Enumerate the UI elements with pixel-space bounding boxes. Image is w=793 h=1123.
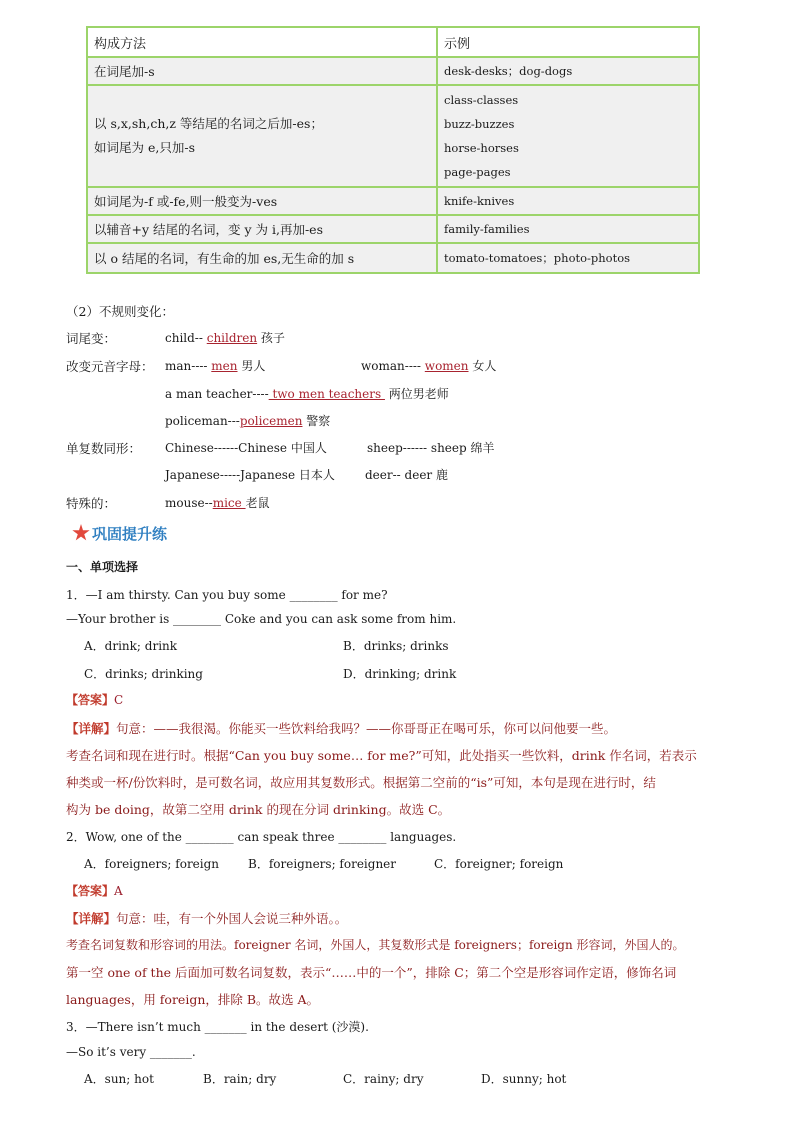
woman-example (361, 357, 496, 374)
sheep-example: sheep------ sheep 绵羊 (367, 441, 495, 455)
rule-example (437, 85, 699, 187)
mouse-pre: mouse-- (165, 496, 213, 510)
example-line: horse-horses (444, 141, 519, 155)
man-answer: men (211, 359, 238, 373)
q3-option-d: D．sunny; hot (481, 1072, 567, 1086)
q2-option-b: B．foreigners; foreigner (248, 857, 397, 871)
table-row (87, 187, 699, 215)
policeman-example (165, 412, 330, 429)
man-post: 男人 (237, 359, 266, 373)
star-icon (72, 524, 90, 542)
woman-pre: woman---- (361, 359, 425, 373)
deer-example: deer-- deer 鹿 (365, 468, 448, 482)
q2-option-c: C．foreigner; foreign (434, 857, 564, 871)
header-example: 示例 (437, 27, 699, 57)
q1-option-a: A．drink; drink (84, 639, 178, 653)
q1-option-b: B．drinks; drinks (343, 639, 449, 653)
q3-line2: —So it’s very _______. (66, 1045, 196, 1059)
plural-rules-table (86, 26, 700, 274)
mouse-post: 老鼠 (245, 496, 270, 510)
teacher-answer: two men teachers (268, 387, 385, 401)
meaning-text: 句意：——我很渴。你能买一些饮料给我吗？——你哥哥正在喝可乐，你可以问他要一些。 (116, 721, 617, 736)
rule-method: 在词尾加-s (87, 57, 437, 85)
special-label: 特殊的： (66, 496, 117, 511)
table-row (87, 243, 699, 273)
q2-explanation-2: 第一空 one of the 后面加可数名词复数，表示“……中的一个”，排除 C；第二个空是形容词作定语，修饰名词 (66, 965, 677, 980)
q1-meaning (66, 719, 616, 737)
vowel-label: 改变元音字母： (66, 359, 154, 374)
policeman-answer: policemen (239, 414, 303, 428)
policeman-pre: policeman--- (165, 414, 240, 428)
q2-meaning (66, 909, 347, 927)
rule-example: family-families (437, 215, 699, 243)
table-header-row (87, 27, 699, 57)
man-pre: man---- (165, 359, 212, 373)
child-post: 孩子 (257, 331, 285, 345)
teacher-example (165, 385, 449, 402)
woman-post: 女人 (468, 359, 497, 373)
q1-option-c: C．drinks; drinking (84, 667, 203, 681)
rule-method-line: 以 s,x,sh,ch,z 等结尾的名词之后加-es； (94, 116, 323, 131)
answer-tag: 【答案】 (66, 693, 115, 707)
teacher-pre: a man teacher---- (165, 387, 269, 401)
example-line: buzz-buzzes (444, 117, 515, 131)
q1-explanation-1: 考查名词和现在进行时。根据“Can you buy some… for me?”可知，此处指买一些饮料，drink 作名词，若表示 (66, 748, 697, 763)
q1-line2: —Your brother is ________ Coke and you can ask some from him. (66, 612, 457, 626)
rule-method (87, 85, 437, 187)
header-method: 构成方法 (87, 27, 437, 57)
policeman-post: 警察 (302, 414, 331, 428)
teacher-post: 两位男老师 (384, 387, 449, 401)
rule-example: tomato-tomatoes；photo-photos (437, 243, 699, 273)
q1-line1: 1．—I am thirsty. Can you buy some ________ for me? (66, 588, 388, 602)
rule-example: knife-knives (437, 187, 699, 215)
answer-tag: 【答案】 (66, 884, 115, 898)
same-form-label: 单复数同形： (66, 441, 142, 456)
woman-answer: women (424, 359, 469, 373)
rule-example: desk-desks；dog-dogs (437, 57, 699, 85)
q1-explanation-2: 种类或一杯/份饮料时，是可数名词，故应用其复数形式。根据第二空前的“is”可知，本句是现在进行时，结 (66, 775, 656, 790)
q2-answer (66, 882, 123, 899)
answer-value: C (114, 693, 124, 707)
section-title: 巩固提升练 (92, 524, 168, 543)
mouse-answer: mice (212, 496, 246, 510)
chinese-example: Chinese------Chinese 中国人 (165, 441, 327, 455)
section-badge (72, 522, 167, 544)
mouse-example (165, 494, 270, 511)
q2-explanation-1: 考查名词复数和形容词的用法。foreigner 名词，外国人，其复数形式是 foreigners；foreign 形容词，外国人的。 (66, 938, 685, 952)
child-example (165, 329, 285, 346)
table-row (87, 85, 699, 187)
example-line: class-classes (444, 93, 519, 107)
japanese-example: Japanese-----Japanese 日本人 (165, 468, 335, 482)
child-pre: child-- (165, 331, 207, 345)
table-row (87, 57, 699, 85)
part-heading: 一、单项选择 (66, 560, 139, 574)
q3-line1: 3．—There isn’t much _______ in the desert (沙漠). (66, 1020, 369, 1034)
q3-option-c: C．rainy; dry (343, 1072, 424, 1086)
ending-label: 词尾变： (66, 331, 117, 346)
q2-explanation-3: languages，用 foreign，排除 B。故选 A。 (66, 992, 320, 1007)
q3-option-a: A．sun; hot (84, 1072, 154, 1086)
rule-method: 以辅音+y 结尾的名词，变 y 为 i,再加-es (87, 215, 437, 243)
meaning-text: 句意：哇，有一个外国人会说三种外语。。 (116, 911, 348, 926)
rule-method-line: 如词尾为 e,只加-s (94, 140, 195, 155)
q2-option-a: A．foreigners; foreign (84, 857, 220, 871)
q2-line1: 2．Wow, one of the ________ can speak three ________ languages. (66, 830, 457, 844)
rule-method: 以 o 结尾的名词，有生命的加 es,无生命的加 s (87, 243, 437, 273)
q1-explanation-3: 构为 be doing，故第二空用 drink 的现在分词 drinking。故选 C。 (66, 802, 451, 817)
detail-tag: 【详解】 (66, 911, 117, 926)
q1-option-d: D．drinking; drink (343, 667, 457, 681)
answer-value: A (114, 884, 123, 898)
q1-answer (66, 691, 123, 708)
man-example (165, 357, 265, 374)
detail-tag: 【详解】 (66, 721, 117, 736)
irregular-heading: （2）不规则变化： (66, 304, 174, 319)
example-line: page-pages (444, 165, 511, 179)
rule-method: 如词尾为-f 或-fe,则一般变为-ves (87, 187, 437, 215)
q3-option-b: B．rain; dry (203, 1072, 277, 1086)
child-answer: children (206, 331, 258, 345)
table-row (87, 215, 699, 243)
